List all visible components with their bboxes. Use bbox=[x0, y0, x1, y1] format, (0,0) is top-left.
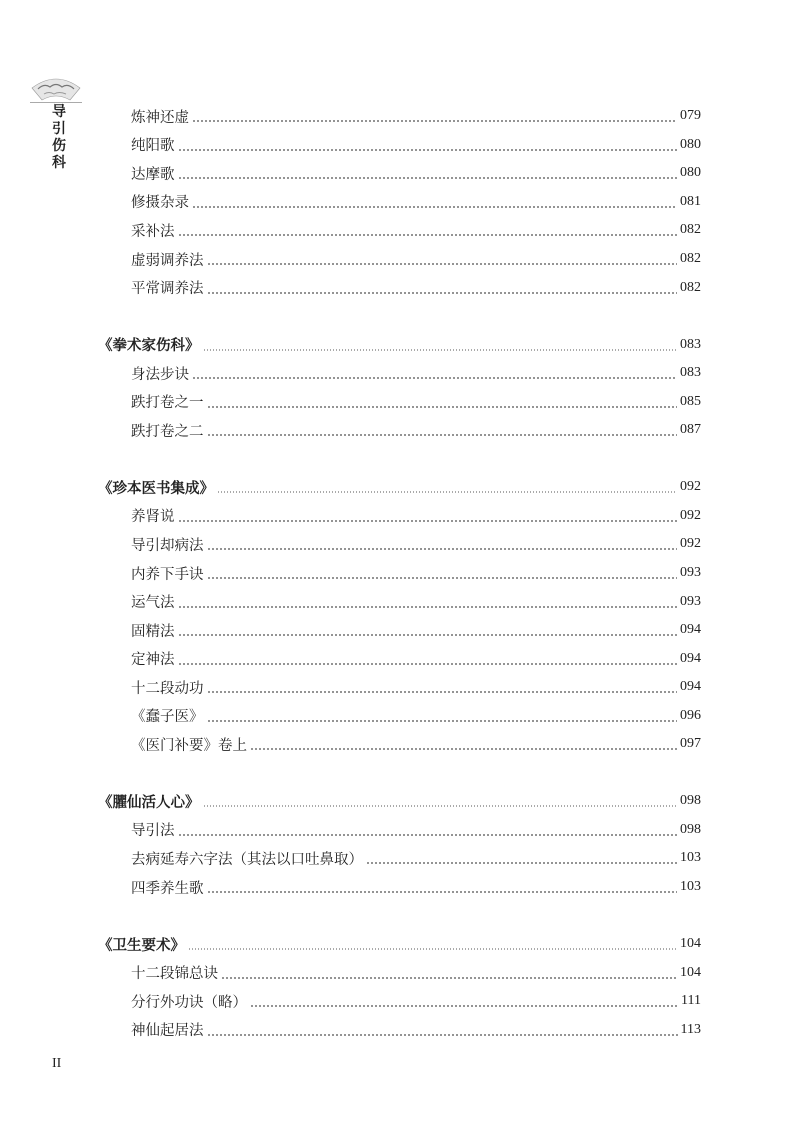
entry-title: 纯阳歌 bbox=[131, 138, 175, 155]
dot-leader bbox=[178, 234, 678, 236]
entry-page: 081 bbox=[680, 193, 701, 209]
entry-title: 导引法 bbox=[131, 823, 175, 840]
entry-title: 《臞仙活人心》 bbox=[98, 793, 200, 811]
entry-title: 采补法 bbox=[131, 223, 175, 240]
page-number: II bbox=[52, 1056, 62, 1071]
entry-page: 096 bbox=[680, 707, 701, 723]
toc-section-entry[interactable] bbox=[98, 473, 701, 502]
dot-leader bbox=[366, 862, 677, 864]
toc-entry[interactable] bbox=[98, 987, 701, 1016]
entry-title: 《卫生要术》 bbox=[98, 936, 185, 954]
entry-page: 085 bbox=[680, 393, 701, 409]
fan-painting-logo bbox=[30, 74, 82, 102]
toc-entry[interactable] bbox=[98, 245, 701, 274]
dot-leader bbox=[207, 548, 678, 550]
table-of-contents bbox=[98, 102, 701, 1044]
dot-leader bbox=[217, 491, 677, 493]
entry-title: 养肾说 bbox=[131, 509, 175, 526]
entry-title: 平常调养法 bbox=[131, 281, 204, 298]
entry-title: 神仙起居法 bbox=[131, 1023, 204, 1040]
toc-entry[interactable] bbox=[98, 701, 701, 730]
toc-entry[interactable] bbox=[98, 387, 701, 416]
dot-leader bbox=[207, 434, 678, 436]
entry-title: 虚弱调养法 bbox=[131, 252, 204, 269]
dot-leader bbox=[207, 1034, 678, 1036]
entry-title: 十二段锦总诀 bbox=[131, 966, 218, 983]
dot-leader bbox=[192, 377, 677, 379]
entry-title: 修摄杂录 bbox=[131, 195, 189, 212]
dot-leader bbox=[178, 834, 678, 836]
entry-title: 固精法 bbox=[131, 623, 175, 640]
entry-page: 079 bbox=[680, 108, 701, 124]
entry-page: 080 bbox=[680, 165, 701, 181]
dot-leader bbox=[207, 263, 678, 265]
entry-title: 内养下手诀 bbox=[131, 566, 204, 583]
entry-title: 《蠢子医》 bbox=[131, 709, 204, 726]
toc-entry[interactable] bbox=[98, 131, 701, 160]
toc-entry[interactable] bbox=[98, 873, 701, 902]
toc-entry[interactable] bbox=[98, 559, 701, 588]
entry-page: 098 bbox=[680, 821, 701, 837]
dot-leader bbox=[192, 120, 677, 122]
entry-page: 092 bbox=[680, 479, 701, 495]
entry-page: 083 bbox=[680, 336, 701, 352]
toc-entry[interactable] bbox=[98, 844, 701, 873]
entry-page: 103 bbox=[680, 879, 701, 895]
toc-entry[interactable] bbox=[98, 502, 701, 531]
entry-page: 080 bbox=[680, 136, 701, 152]
toc-entry[interactable] bbox=[98, 730, 701, 759]
toc-entry[interactable] bbox=[98, 616, 701, 645]
entry-page: 093 bbox=[680, 593, 701, 609]
toc-entry[interactable] bbox=[98, 1016, 701, 1045]
dot-leader bbox=[203, 349, 678, 351]
entry-page: 094 bbox=[680, 650, 701, 666]
entry-title: 《医门补要》卷上 bbox=[131, 737, 247, 754]
spacer bbox=[98, 302, 701, 331]
dot-leader bbox=[203, 805, 678, 807]
entry-title: 导引却病法 bbox=[131, 537, 204, 554]
entry-title: 达摩歌 bbox=[131, 166, 175, 183]
entry-page: 087 bbox=[680, 422, 701, 438]
entry-page: 083 bbox=[680, 365, 701, 381]
dot-leader bbox=[207, 292, 678, 294]
spacer bbox=[98, 759, 701, 788]
entry-title: 炼神还虚 bbox=[131, 109, 189, 126]
entry-title: 分行外功诀（略） bbox=[131, 994, 247, 1011]
entry-page: 113 bbox=[680, 1021, 701, 1037]
toc-section-entry[interactable] bbox=[98, 930, 701, 959]
toc-entry[interactable] bbox=[98, 159, 701, 188]
toc-entry[interactable] bbox=[98, 102, 701, 131]
toc-entry[interactable] bbox=[98, 816, 701, 845]
toc-entry[interactable] bbox=[98, 587, 701, 616]
toc-section-entry[interactable] bbox=[98, 330, 701, 359]
toc-entry[interactable] bbox=[98, 958, 701, 987]
dot-leader bbox=[221, 977, 677, 979]
entry-page: 082 bbox=[680, 222, 701, 238]
entry-title: 四季养生歌 bbox=[131, 880, 204, 897]
toc-section-entry[interactable] bbox=[98, 787, 701, 816]
entry-title: 定神法 bbox=[131, 652, 175, 669]
toc-entry[interactable] bbox=[98, 644, 701, 673]
entry-title: 《拳术家伤科》 bbox=[98, 337, 200, 355]
entry-page: 104 bbox=[680, 936, 701, 952]
entry-page: 082 bbox=[680, 251, 701, 266]
entry-page: 098 bbox=[680, 793, 701, 809]
entry-title: 去病延寿六字法（其法以口吐鼻取） bbox=[131, 851, 363, 868]
dot-leader bbox=[178, 606, 678, 608]
entry-title: 《珍本医书集成》 bbox=[98, 479, 214, 497]
entry-title: 跌打卷之一 bbox=[131, 395, 204, 412]
toc-entry[interactable] bbox=[98, 359, 701, 388]
toc-entry[interactable] bbox=[98, 416, 701, 445]
entry-page: 094 bbox=[680, 622, 701, 638]
entry-page: 111 bbox=[681, 993, 701, 1009]
dot-leader bbox=[250, 748, 677, 750]
dot-leader bbox=[250, 1005, 678, 1007]
entry-page: 094 bbox=[680, 679, 701, 695]
header-rule bbox=[30, 102, 82, 103]
dot-leader bbox=[207, 691, 678, 693]
dot-leader bbox=[192, 206, 677, 208]
toc-entry[interactable] bbox=[98, 216, 701, 245]
dot-leader bbox=[207, 891, 678, 893]
book-title-vertical: 导 引 伤 科 bbox=[52, 104, 66, 171]
dot-leader bbox=[207, 720, 678, 722]
entry-page: 103 bbox=[680, 850, 701, 866]
dot-leader bbox=[188, 948, 677, 950]
spacer bbox=[98, 445, 701, 474]
toc-entry[interactable] bbox=[98, 673, 701, 702]
dot-leader bbox=[178, 634, 678, 636]
dot-leader bbox=[178, 149, 678, 151]
toc-entry[interactable] bbox=[98, 530, 701, 559]
entry-title: 十二段动功 bbox=[131, 680, 204, 697]
dot-leader bbox=[207, 577, 678, 579]
entry-title: 身法步诀 bbox=[131, 366, 189, 383]
toc-entry[interactable] bbox=[98, 188, 701, 217]
entry-page: 104 bbox=[680, 964, 701, 980]
entry-page: 092 bbox=[680, 507, 701, 523]
dot-leader bbox=[207, 406, 678, 408]
toc-entry[interactable] bbox=[98, 273, 701, 302]
entry-page: 082 bbox=[680, 279, 701, 295]
dot-leader bbox=[178, 520, 678, 522]
entry-page: 092 bbox=[680, 536, 701, 552]
spacer bbox=[98, 901, 701, 930]
dot-leader bbox=[178, 663, 678, 665]
entry-title: 运气法 bbox=[131, 595, 175, 612]
entry-title: 跌打卷之二 bbox=[131, 423, 204, 440]
dot-leader bbox=[178, 177, 678, 179]
entry-page: 093 bbox=[680, 565, 701, 581]
entry-page: 097 bbox=[680, 736, 701, 752]
